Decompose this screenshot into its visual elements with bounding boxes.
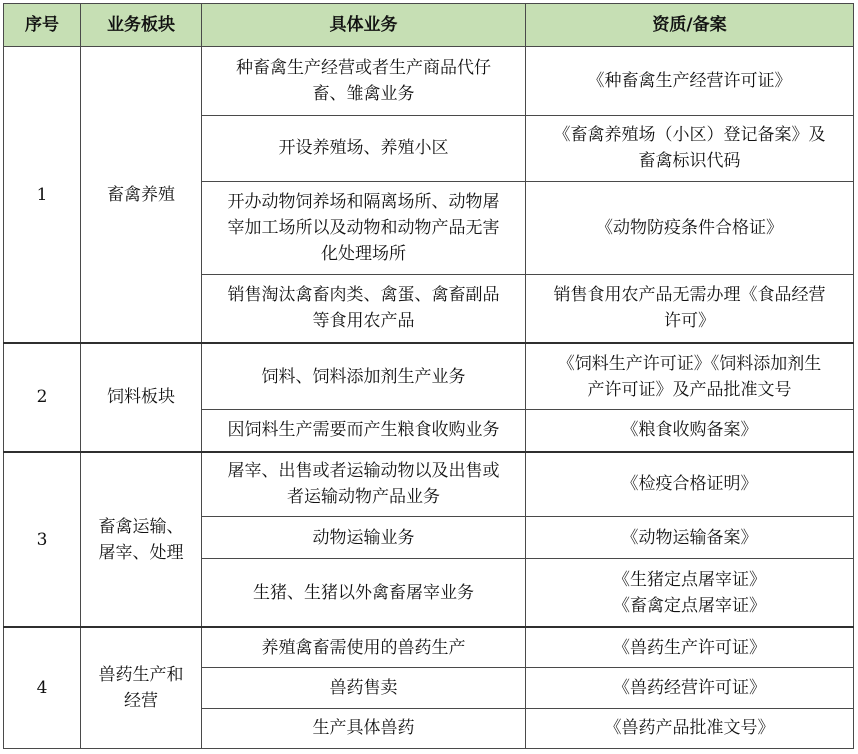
business-cell: 因饲料生产需要而产生粮食收购业务: [202, 410, 526, 452]
business-cell: 动物运输业务: [202, 516, 526, 558]
business-cell: 开设养殖场、养殖小区: [202, 115, 526, 182]
row-segment: 饲料板块: [81, 343, 202, 452]
header-segment: 业务板块: [81, 4, 202, 47]
business-cell: 开办动物饲养场和隔离场所、动物屠 宰加工场所以及动物和动物产品无害 化处理场所: [202, 182, 526, 275]
business-cell: 兽药售卖: [202, 668, 526, 708]
license-cell: 销售食用农产品无需办理《食品经营 许可》: [526, 274, 854, 343]
header-business: 具体业务: [202, 4, 526, 47]
license-cell: 《种畜禽生产经营许可证》: [526, 47, 854, 116]
header-license: 资质/备案: [526, 4, 854, 47]
header-no: 序号: [4, 4, 81, 47]
header-row: [4, 4, 854, 47]
table-row: [4, 627, 854, 667]
license-cell: 《畜禽养殖场（小区）登记备案》及 畜禽标识代码: [526, 115, 854, 182]
row-no: 1: [4, 47, 81, 344]
business-cell: 生猪、生猪以外禽畜屠宰业务: [202, 559, 526, 628]
table-row: [4, 47, 854, 116]
license-cell: 《检疫合格证明》: [526, 452, 854, 517]
license-cell: 《粮食收购备案》: [526, 410, 854, 452]
row-segment: 畜禽养殖: [81, 47, 202, 344]
row-no: 2: [4, 343, 81, 452]
row-no: 3: [4, 452, 81, 627]
license-cell: 《生猪定点屠宰证》 《畜禽定点屠宰证》: [526, 559, 854, 628]
business-cell: 饲料、饲料添加剂生产业务: [202, 343, 526, 410]
license-cell: 《兽药生产许可证》: [526, 627, 854, 667]
row-segment: 兽药生产和 经营: [81, 627, 202, 748]
table-row: [4, 343, 854, 410]
license-cell: 《动物运输备案》: [526, 516, 854, 558]
business-cell: 屠宰、出售或者运输动物以及出售或 者运输动物产品业务: [202, 452, 526, 517]
business-cell: 生产具体兽药: [202, 708, 526, 748]
row-segment: 畜禽运输、 屠宰、处理: [81, 452, 202, 627]
business-cell: 种畜禽生产经营或者生产商品代仔 畜、雏禽业务: [202, 47, 526, 116]
license-cell: 《兽药产品批准文号》: [526, 708, 854, 748]
license-cell: 《兽药经营许可证》: [526, 668, 854, 708]
business-cell: 养殖禽畜需使用的兽药生产: [202, 627, 526, 667]
license-cell: 《饲料生产许可证》《饲料添加剂生 产许可证》及产品批准文号: [526, 343, 854, 410]
license-cell: 《动物防疫条件合格证》: [526, 182, 854, 275]
row-no: 4: [4, 627, 81, 748]
business-cell: 销售淘汰禽畜肉类、禽蛋、禽畜副品 等食用农产品: [202, 274, 526, 343]
qualification-table: [3, 3, 854, 749]
table-row: [4, 452, 854, 517]
